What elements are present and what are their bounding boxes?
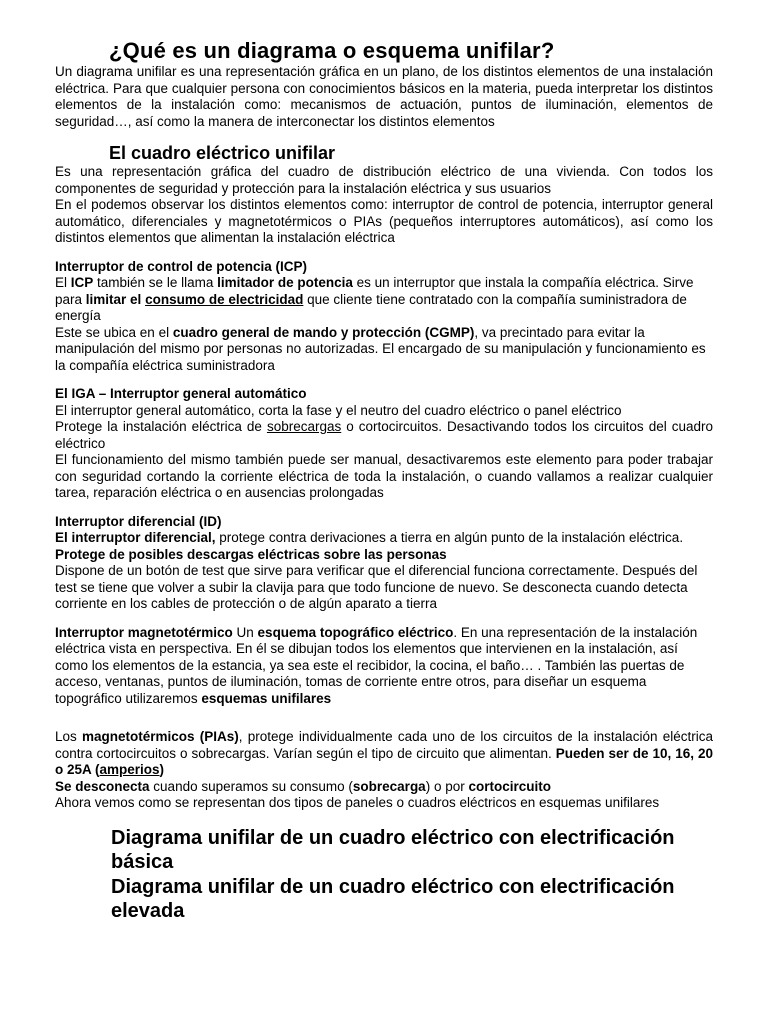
text: Los	[55, 729, 83, 744]
icp-paragraph-1	[55, 275, 713, 325]
text: Protege la instalación eléctrica de	[55, 419, 267, 434]
text: cuando superamos su consumo (	[149, 778, 353, 794]
text: también se le llama	[93, 275, 218, 290]
pias-paragraph-1	[55, 729, 713, 779]
id-paragraph-1	[55, 530, 713, 563]
text: Un	[232, 624, 258, 640]
text: es un interruptor que instala la compañía eléctrica. Sirve para	[55, 275, 694, 307]
id-heading: Interruptor diferencial (ID)	[55, 513, 222, 529]
underlined-bold-text: amperios	[99, 762, 160, 777]
bold-text: Se desconecta	[55, 778, 150, 794]
bold-text: Protege de posibles descargas eléctricas sobre las personas	[55, 546, 447, 562]
cuadro-paragraph-1: Es una representación gráfica del cuadro de distribución eléctrico de una vivienda. Con todos los componentes de seguridad y protección para la instalación eléctrica y sus usuarios	[55, 164, 713, 196]
diagram-basic-heading: Diagrama unifilar de un cuadro eléctrico con electrificación básica	[111, 826, 675, 873]
pias-paragraph-3: Ahora vemos como se representan dos tipos de paneles o cuadros eléctricos en esquemas unifilares	[55, 795, 660, 810]
bold-text: cortocircuito	[468, 778, 551, 794]
text: ) o por	[425, 778, 469, 794]
intro-paragraph: Un diagrama unifilar es una representación gráfica en un plano, de los distintos elementos de una instalación eléctrica. Para que cualquier persona con conocimientos básicos en la materia, pueda interpretar los distintos elementos de la instalación como: mecanismos de actuación, puntos de iluminación, elementos de seguridad…, así como la manera de interconectar los distintos elementos	[55, 64, 713, 129]
underlined-text: sobrecargas	[266, 419, 342, 434]
diagram-elevated-heading: Diagrama unifilar de un cuadro eléctrico con electrificación elevada	[111, 875, 675, 922]
iga-paragraph-3: El funcionamiento del mismo también puede ser manual, desactivaremos este elemento para poder trabajar con seguridad cortando la corriente eléctrica de toda la instalación, o cuando vallamos a realizar cualquier tarea, reparación eléctrica o en ausencias prolongadas	[55, 452, 713, 500]
iga-paragraph-1: El interruptor general automático, corta la fase y el neutro del cuadro eléctrico o panel eléctrico	[55, 402, 622, 418]
text: o cortocircuitos. Desactivando todos los circuitos del cuadro eléctrico	[55, 419, 713, 451]
document-page	[55, 38, 713, 924]
bold-text: Pueden ser de 10, 16, 20 o 25A (	[55, 745, 713, 777]
text: . En una representación de la instalación eléctrica vista en perspectiva. En él se dibujan todos los elementos que intervienen en la instalación, así como los elementos de la estancia, ya sea este el recibidor, la cocina, el baño… . También las puertas de acceso, ventanas, puntos de iluminación, tomas de corriente entre otros, para diseñar un esquema topográfico utilizaremos	[55, 624, 698, 706]
cuadro-paragraph-2: En el podemos observar los distintos elementos como: interruptor de control de potencia, interruptor general automático, diferenciales y magnetotérmicos o PIAs (pequeños interruptores automáticos), así como los distintos elementos que alimentan la instalación eléctrica	[55, 197, 713, 245]
id-paragraph-2: Dispone de un botón de test que sirve para verificar que el diferencial funciona correctamente. Después del test se tiene que volver a subir la clavija para que todo funcione de nuevo. Se desconecta cuando detecta corriente en los cables de protección o de algún aparato a tierra	[55, 563, 698, 611]
iga-paragraph-2	[55, 419, 713, 452]
icp-paragraph-2	[55, 325, 713, 375]
page-title: ¿Qué es un diagrama o esquema unifilar?	[109, 38, 555, 63]
bold-text: ICP	[70, 275, 94, 290]
magneto-section	[55, 625, 713, 708]
bold-text: cuadro general de mando y protección (CGMP)	[172, 324, 475, 340]
pias-paragraph-2	[55, 779, 713, 796]
underlined-bold-text: consumo de electricidad	[145, 291, 304, 307]
text: , protege individualmente cada uno de los circuitos de la instalación eléctrica contra cortocircuitos o sobrecargas. Varían según el tipo de circuito que alimentan.	[55, 729, 713, 761]
bold-text: esquema topográfico eléctrico	[257, 624, 454, 640]
bold-text: sobrecarga	[352, 778, 426, 794]
text: que cliente tiene contratado con la compañía suministradora de energía	[55, 291, 687, 323]
bold-text: El interruptor diferencial,	[55, 530, 216, 545]
iga-heading: El IGA – Interruptor general automático	[55, 386, 307, 401]
pias-section	[55, 729, 713, 812]
text: protege contra derivaciones a tierra en algún punto de la instalación eléctrica.	[215, 530, 684, 545]
text: Este se ubica en el	[55, 324, 173, 340]
icp-heading: Interruptor de control de potencia (ICP)	[55, 258, 308, 274]
bold-text: )	[159, 762, 165, 777]
iga-section	[55, 386, 713, 502]
bold-text: magnetotérmicos (PIAs)	[82, 729, 239, 744]
spacer	[55, 707, 713, 729]
bold-text: Interruptor magnetotérmico	[55, 624, 233, 640]
text: El	[55, 275, 71, 290]
id-section	[55, 514, 713, 613]
icp-section	[55, 259, 713, 375]
magneto-paragraph	[55, 625, 713, 708]
bold-text: limitador de potencia	[217, 275, 353, 290]
bold-text: esquemas unifilares	[201, 690, 332, 706]
cuadro-heading: El cuadro eléctrico unifilar	[109, 143, 336, 163]
text: , va precintado para evitar la manipulación del mismo por personas no autorizadas. El encargado de su manipulación y funcionamiento es la compañía eléctrica suministradora	[55, 324, 706, 373]
bold-text: limitar el	[85, 291, 146, 307]
